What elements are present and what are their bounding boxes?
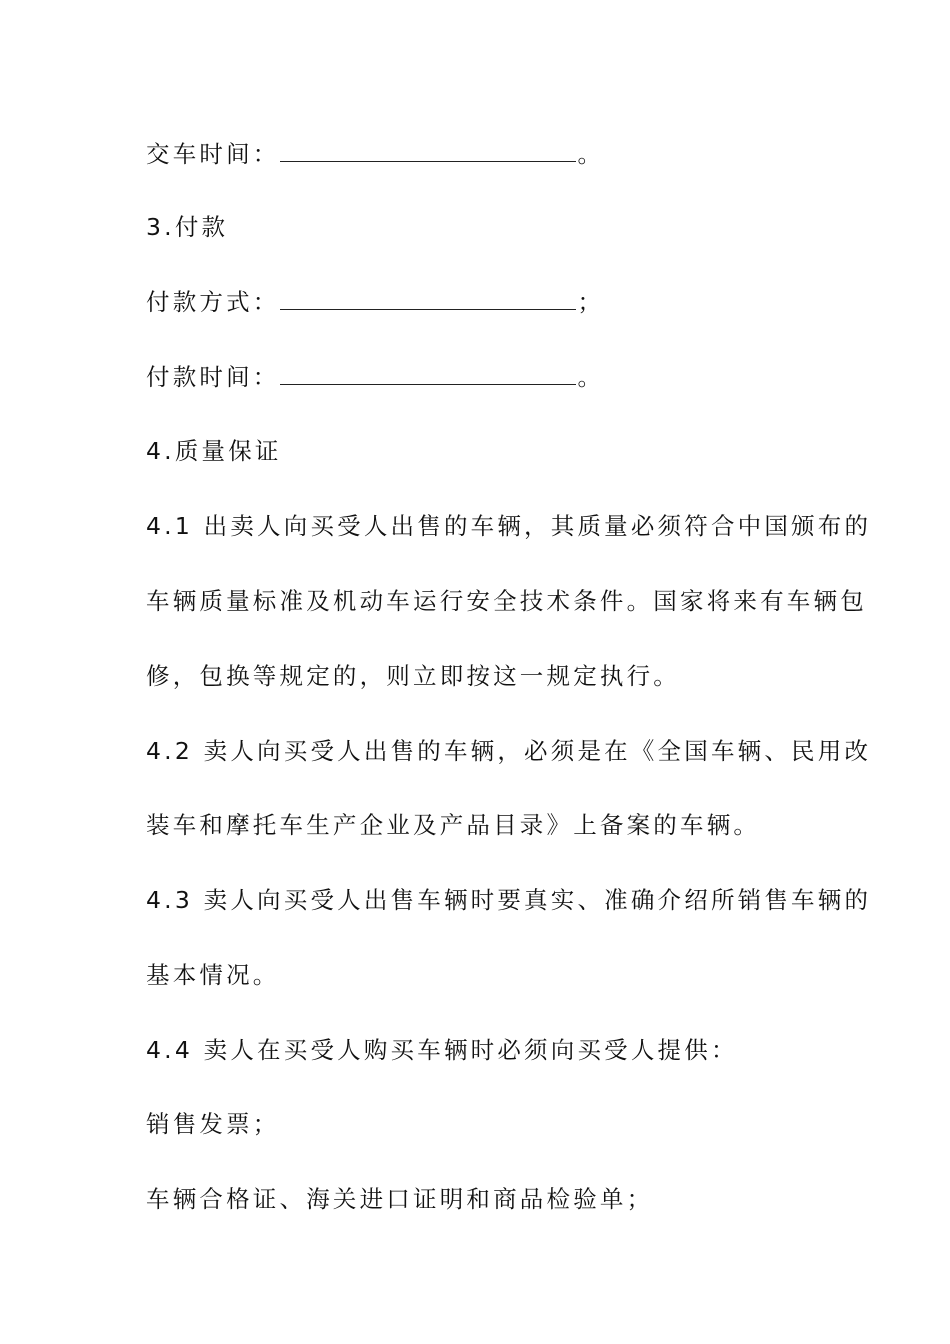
clause-4-1-line-3: 修，包换等规定的，则立即按这一规定执行。 — [146, 662, 680, 690]
section-heading-payment: 3.付款 — [146, 213, 229, 241]
list-item-sales-invoice: 销售发票； — [146, 1110, 280, 1138]
payment-time-line — [146, 362, 604, 392]
payment-time-blank — [280, 366, 576, 385]
payment-method-line — [146, 287, 604, 317]
clause-4-1-line-2: 车辆质量标准及机动车运行安全技术条件。国家将来有车辆包 — [146, 587, 867, 615]
payment-method-blank — [280, 291, 576, 310]
clause-4-1-line-1: 4.1 出卖人向买受人出售的车辆，其质量必须符合中国颁布的 — [146, 512, 872, 540]
payment-method-end: ； — [577, 288, 605, 316]
payment-time-end: 。 — [577, 363, 605, 391]
clause-4-3-line-1: 4.3 卖人向买受人出售车辆时要真实、准确介绍所销售车辆的 — [146, 886, 872, 914]
section-heading-quality: 4.质量保证 — [146, 437, 282, 465]
clause-4-2-line-2: 装车和摩托车生产企业及产品目录》上备案的车辆。 — [146, 811, 761, 839]
delivery-time-end: 。 — [577, 140, 605, 168]
delivery-time-line — [146, 139, 604, 169]
delivery-time-label: 交车时间： — [146, 140, 280, 168]
payment-method-label: 付款方式： — [146, 288, 280, 316]
clause-4-3-line-2: 基本情况。 — [146, 961, 280, 989]
clause-4-2-line-1: 4.2 卖人向买受人出售的车辆，必须是在《全国车辆、民用改 — [146, 737, 872, 765]
payment-time-label: 付款时间： — [146, 363, 280, 391]
delivery-time-blank — [280, 143, 576, 162]
clause-4-4-line-1: 4.4 卖人在买受人购买车辆时必须向买受人提供： — [146, 1036, 738, 1064]
list-item-vehicle-certificates: 车辆合格证、海关进口证明和商品检验单； — [146, 1185, 654, 1213]
